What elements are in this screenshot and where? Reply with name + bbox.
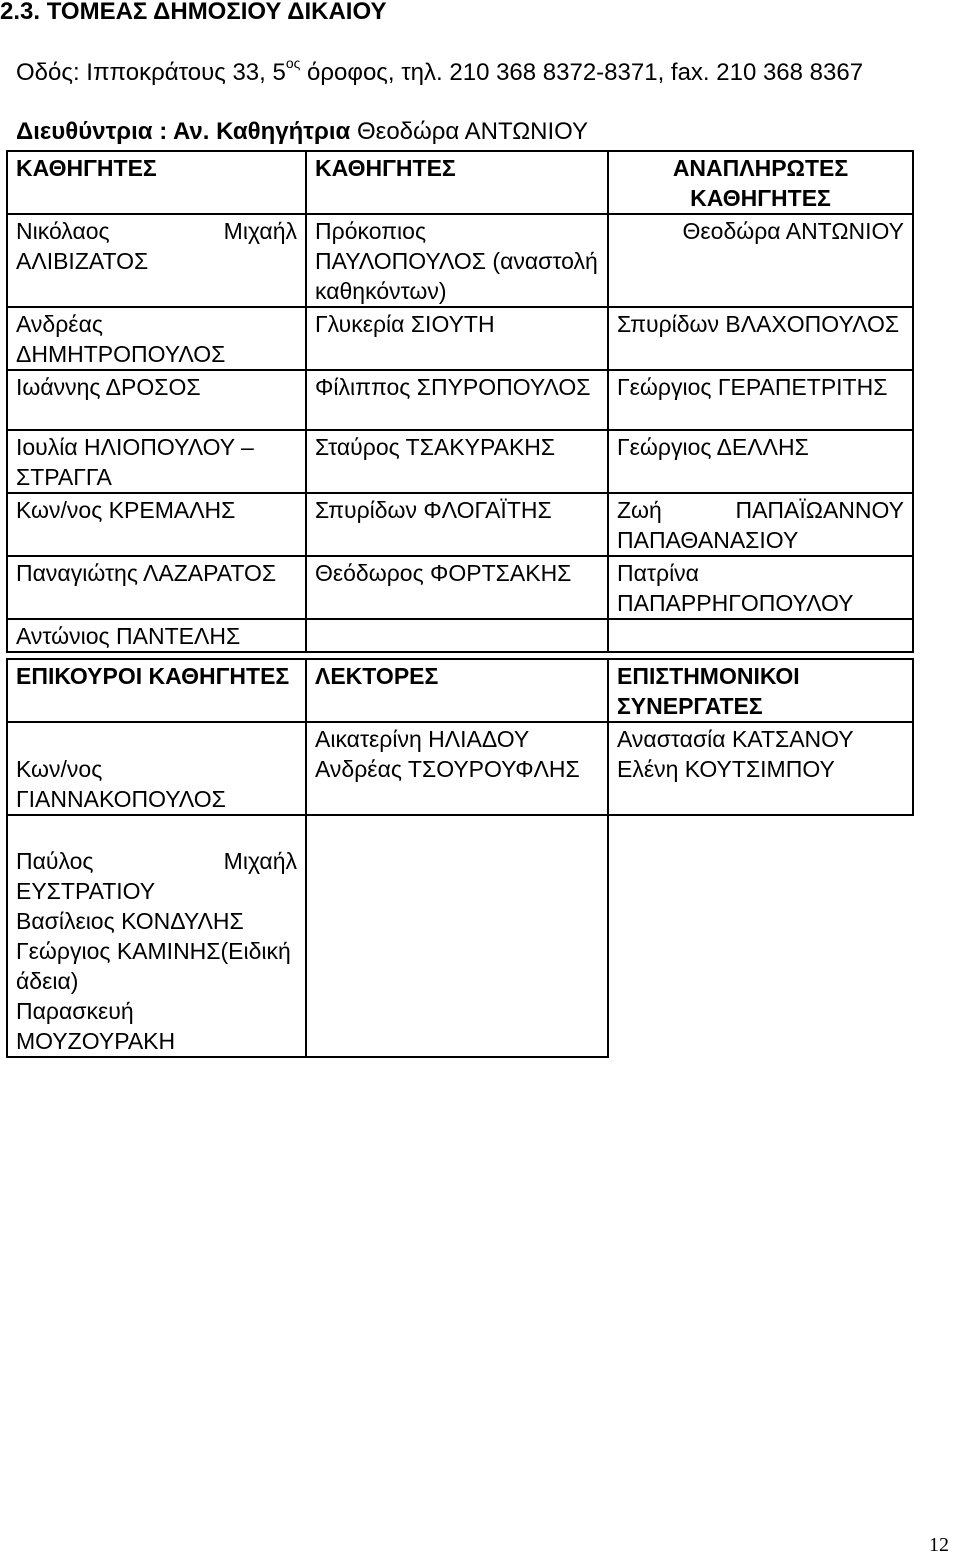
header-scientific-associates: ΕΠΙΣΤΗΜΟΝΙΚΟΙ ΣΥΝΕΡΓΑΤΕΣ xyxy=(608,659,913,722)
table-row xyxy=(7,493,913,556)
table-cell-text: Θεοδώρα ΑΝΤΩΝΙΟΥ xyxy=(682,218,904,244)
director-label: Διευθύντρια : Αν. xyxy=(16,118,210,145)
list-item: Αναστασία ΚΑΤΣΑΝΟΥ xyxy=(617,726,854,752)
table-cell xyxy=(7,815,306,1057)
header-professors-1: ΚΑΘΗΓΗΤΕΣ xyxy=(7,151,306,214)
address-text: Οδός: Ιπποκράτους 33, 5 xyxy=(16,59,286,86)
faculty-table-junior xyxy=(6,658,914,1058)
table-cell: Ανδρέας ΔΗΜΗΤΡΟΠΟΥΛΟΣ xyxy=(7,307,306,370)
director-title: Καθηγήτρια xyxy=(209,118,351,145)
table-cell: Γεώργιος ΓΕΡΑΠΕΤΡΙΤΗΣ xyxy=(608,370,913,430)
table-cell xyxy=(306,619,608,652)
header-professors-2: ΚΑΘΗΓΗΤΕΣ xyxy=(306,151,608,214)
table-cell xyxy=(608,619,913,652)
table-cell: Σπυρίδων ΦΛΟΓΑΪΤΗΣ xyxy=(306,493,608,556)
table-cell xyxy=(306,815,608,1057)
table-cell: Αντώνιος ΠΑΝΤΕΛΗΣ xyxy=(7,619,306,652)
list-item: Γεώργιος ΚΑΜΙΝΗΣ(Ειδική άδεια) xyxy=(16,938,291,994)
table-row xyxy=(7,430,913,493)
table-cell: Ιουλία ΗΛΙΟΠΟΥΛΟΥ – ΣΤΡΑΓΓΑ xyxy=(7,430,306,493)
table-cell xyxy=(608,214,913,307)
list-item: Ελένη ΚΟΥΤΣΙΜΠΟΥ xyxy=(617,756,835,782)
faculty-table-senior xyxy=(6,150,914,653)
page-number: 12 xyxy=(929,1534,949,1556)
table-cell: Πατρίνα ΠΑΠΑΡΡΗΓΟΠΟΥΛΟΥ xyxy=(608,556,913,619)
address-contact: όροφος, τηλ. 210 368 8372-8371, fax. 210 368 8367 xyxy=(300,59,864,86)
table-header-row xyxy=(7,659,913,722)
table-cell: Νικόλαος Μιχαήλ ΑΛΙΒΙΖΑΤΟΣ xyxy=(7,214,306,307)
list-item: Βασίλειος ΚΟΝΔΥΛΗΣ xyxy=(16,908,244,934)
table-row xyxy=(7,556,913,619)
list-item: Παρασκευή ΜΟΥΖΟΥΡΑΚΗ xyxy=(16,998,176,1054)
table-row xyxy=(7,619,913,652)
table-cell: Γεώργιος ΔΕΛΛΗΣ xyxy=(608,430,913,493)
table-header-row xyxy=(7,151,913,214)
header-assistant-professors: ΕΠΙΚΟΥΡΟΙ ΚΑΘΗΓΗΤΕΣ xyxy=(7,659,306,722)
table-row xyxy=(7,815,913,1057)
list-item: Αικατερίνη ΗΛΙΑΔΟΥ xyxy=(315,726,530,752)
floor-ordinal: ος xyxy=(285,55,301,71)
table-cell: Γλυκερία ΣΙΟΥΤΗ xyxy=(306,307,608,370)
list-item: Κων/νος ΓΙΑΝΝΑΚΟΠΟΥΛΟΣ xyxy=(16,756,226,812)
table-cell xyxy=(608,722,913,815)
table-cell: Σπυρίδων ΒΛΑΧΟΠΟΥΛΟΣ xyxy=(608,307,913,370)
table-cell xyxy=(306,722,608,815)
director-line xyxy=(16,118,588,146)
table-cell: Ιωάννης ΔΡΟΣΟΣ xyxy=(7,370,306,430)
section-heading: 2.3. ΤΟΜΕΑΣ ΔΗΜΟΣΙΟΥ ΔΙΚΑΙΟΥ xyxy=(0,0,387,25)
table-cell: Κων/νος ΚΡΕΜΑΛΗΣ xyxy=(7,493,306,556)
table-row xyxy=(7,307,913,370)
table-cell: Παναγιώτης ΛΑΖΑΡΑΤΟΣ xyxy=(7,556,306,619)
list-item: Ανδρέας ΤΣΟΥΡΟΥΦΛΗΣ xyxy=(315,756,580,782)
table-cell: Θεόδωρος ΦΟΡΤΣΑΚΗΣ xyxy=(306,556,608,619)
table-cell: Σταύρος ΤΣΑΚΥΡΑΚΗΣ xyxy=(306,430,608,493)
list-item: Παύλος Μιχαήλ ΕΥΣΤΡΑΤΙΟΥ xyxy=(16,848,297,904)
table-cell: Φίλιππος ΣΠΥΡΟΠΟΥΛΟΣ xyxy=(306,370,608,430)
table-row xyxy=(7,214,913,307)
table-row xyxy=(7,370,913,430)
director-name: Θεοδώρα ΑΝΤΩΝΙΟΥ xyxy=(350,118,589,145)
table-cell: Ζωή ΠΑΠΑΪΩΑΝΝΟΥ ΠΑΠΑΘΑΝΑΣΙΟΥ xyxy=(608,493,913,556)
table-cell xyxy=(7,722,306,815)
header-associate-professors: ΑΝΑΠΛΗΡΩΤΕΣ ΚΑΘΗΓΗΤΕΣ xyxy=(608,151,913,214)
header-lecturers: ΛΕΚΤΟΡΕΣ xyxy=(306,659,608,722)
table-cell xyxy=(608,815,913,1057)
table-row xyxy=(7,722,913,815)
address-line xyxy=(16,55,864,87)
table-cell: Πρόκοπιος ΠΑΥΛΟΠΟΥΛΟΣ (αναστολή καθηκόντων) xyxy=(306,214,608,307)
